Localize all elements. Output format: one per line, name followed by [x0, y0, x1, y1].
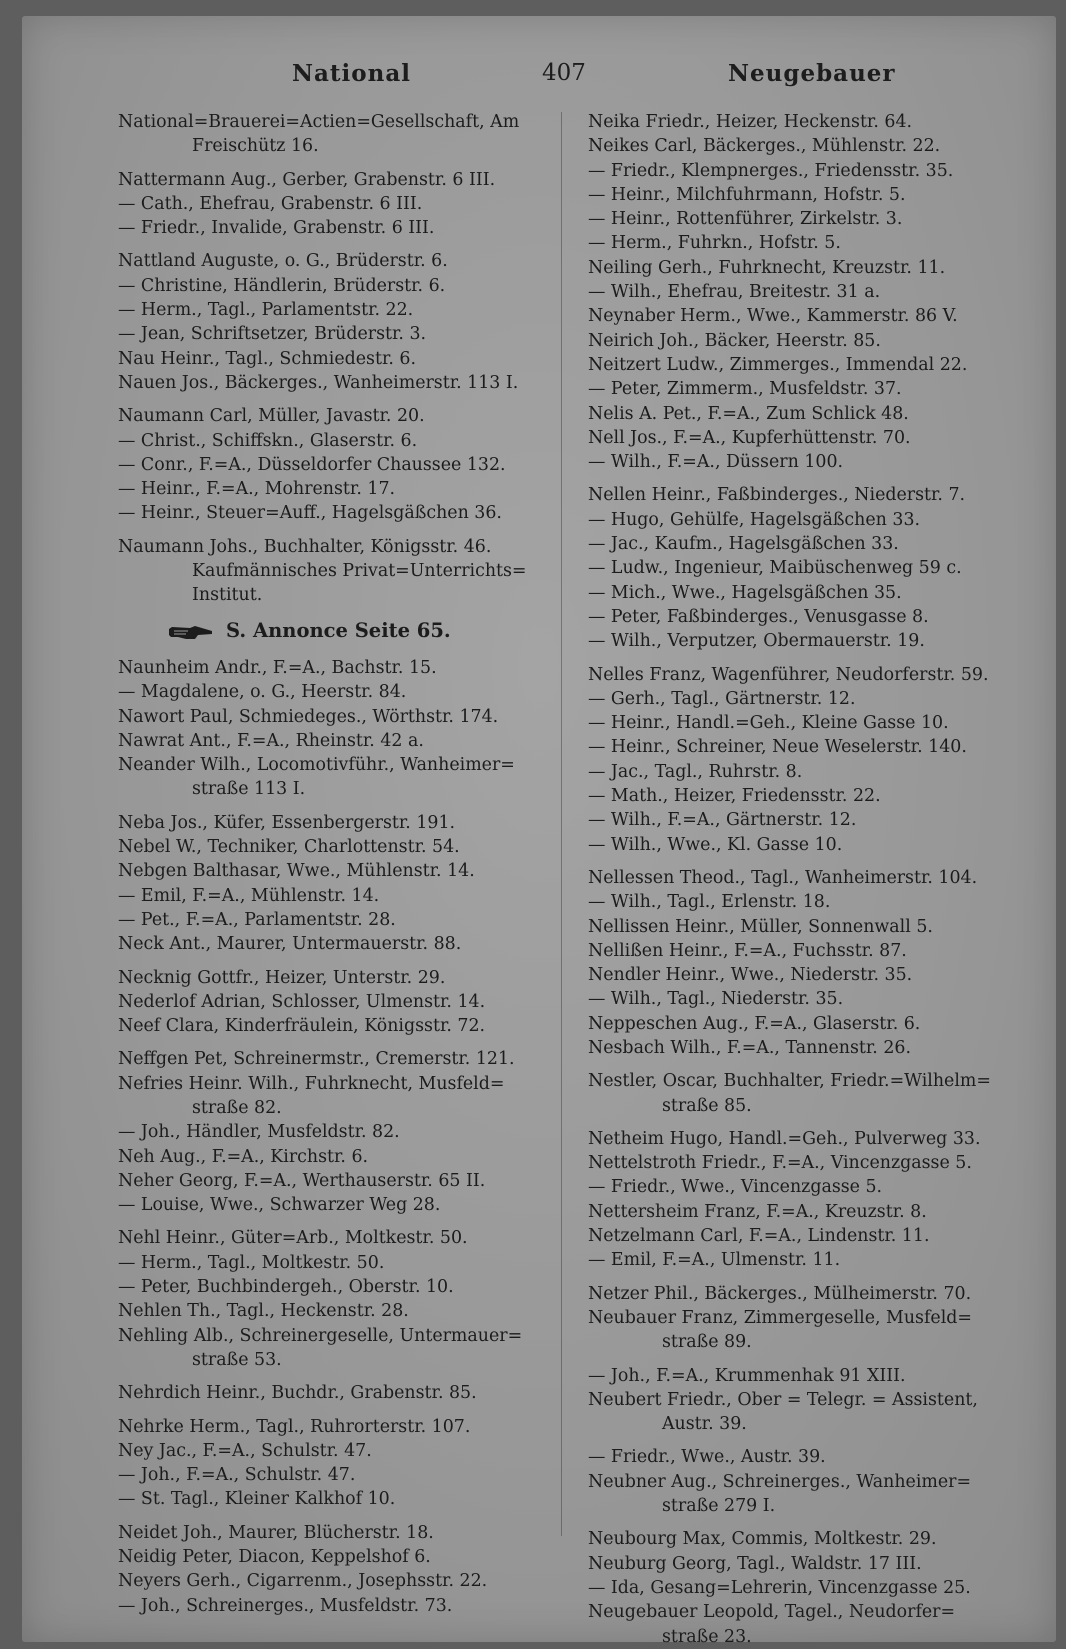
directory-entry: — Mich., Wwe., Hagelsgäßchen 35.	[588, 582, 902, 603]
directory-entry: Nelis A. Pet., F.=A., Zum Schlick 48.	[588, 403, 909, 424]
directory-page	[22, 16, 1056, 1647]
pointing-hand-icon	[168, 623, 214, 639]
directory-entry: — Pet., F.=A., Parlamentstr. 28.	[118, 909, 396, 930]
directory-entry: — Jac., Tagl., Ruhrstr. 8.	[588, 761, 803, 782]
directory-entry: Neher Georg, F.=A., Werthauserstr. 65 II.	[118, 1170, 486, 1191]
directory-entry: Nelles Franz, Wagenführer, Neudorferstr. 59.	[588, 664, 989, 685]
directory-entry: — St. Tagl., Kleiner Kalkhof 10.	[118, 1489, 396, 1510]
directory-entry: Neubourg Max, Commis, Moltkestr. 29.	[588, 1529, 937, 1550]
directory-entry: Neirich Joh., Bäcker, Heerstr. 85.	[588, 330, 881, 351]
annonce-text: S. Annonce Seite 65.	[226, 618, 451, 642]
directory-entry: — Peter, Buchbindergeh., Oberstr. 10.	[118, 1277, 454, 1298]
directory-entry: — Wilh., Verputzer, Obermauerstr. 19.	[588, 631, 925, 652]
directory-entry: — Heinr., Schreiner, Neue Weselerstr. 140.	[588, 737, 967, 758]
left-column	[118, 110, 578, 1618]
directory-entry: — Joh., Schreinerges., Musfeldstr. 73.	[118, 1595, 453, 1616]
directory-entry: — Emil, F.=A., Ulmenstr. 11.	[588, 1250, 841, 1271]
directory-entry: — Wilh., Wwe., Kl. Gasse 10.	[588, 834, 843, 855]
directory-entry: Neugebauer Leopold, Tagel., Neudorfer=	[588, 1602, 956, 1623]
directory-entry: — Wilh., F.=A., Gärtnerstr. 12.	[588, 810, 857, 831]
directory-entry: — Math., Heizer, Friedensstr. 22.	[588, 786, 881, 807]
directory-entry: — Herm., Tagl., Parlamentstr. 22.	[118, 300, 414, 321]
directory-entry: — Joh., Händler, Musfeldstr. 82.	[118, 1122, 400, 1143]
directory-entry: Neubner Aug., Schreinerges., Wanheimer=	[588, 1471, 972, 1492]
directory-entry: Necknig Gottfr., Heizer, Unterstr. 29.	[118, 967, 446, 988]
directory-entry: Nehlen Th., Tagl., Heckenstr. 28.	[118, 1301, 409, 1322]
directory-entry: Nestler, Oscar, Buchhalter, Friedr.=Wilhelm=	[588, 1071, 991, 1092]
entry-continuation: straße 279 I.	[662, 1496, 776, 1517]
entry-continuation: straße 82.	[192, 1097, 282, 1118]
directory-entry: — Magdalene, o. G., Heerstr. 84.	[118, 682, 407, 703]
directory-entry: Nellessen Theod., Tagl., Wanheimerstr. 104.	[588, 867, 978, 888]
directory-entry: Netzer Phil., Bäckerges., Mülheimerstr. 70.	[588, 1283, 972, 1304]
directory-entry: — Joh., F.=A., Schulstr. 47.	[118, 1465, 356, 1486]
directory-entry: — Heinr., Rottenführer, Zirkelstr. 3.	[588, 209, 903, 230]
entry-continuation: straße 89.	[662, 1332, 752, 1353]
directory-entry: Netheim Hugo, Handl.=Geh., Pulverweg 33.	[588, 1128, 981, 1149]
directory-entry: — Ida, Gesang=Lehrerin, Vincenzgasse 25.	[588, 1577, 971, 1598]
directory-entry: — Joh., F.=A., Krummenhak 91 XIII.	[588, 1365, 906, 1386]
directory-entry: — Herm., Fuhrkn., Hofstr. 5.	[588, 233, 841, 254]
directory-entry: Nehl Heinr., Güter=Arb., Moltkestr. 50.	[118, 1228, 468, 1249]
directory-entry: Nawort Paul, Schmiedeges., Wörthstr. 174.	[118, 706, 499, 727]
directory-entry: — Christ., Schiffskn., Glaserstr. 6.	[118, 430, 418, 451]
directory-entry: Neef Clara, Kinderfräulein, Königsstr. 72.	[118, 1016, 486, 1037]
header-left-keyword: National	[292, 60, 411, 87]
directory-entry: — Hugo, Gehülfe, Hagelsgäßchen 33.	[588, 509, 921, 530]
directory-entry: Nesbach Wilh., F.=A., Tannenstr. 26.	[588, 1037, 912, 1058]
annonce-reference	[118, 619, 578, 643]
directory-entry: — Heinr., Handl.=Geh., Kleine Gasse 10.	[588, 713, 949, 734]
directory-entry: Nawrat Ant., F.=A., Rheinstr. 42 a.	[118, 730, 424, 751]
directory-entry: — Jac., Kaufm., Hagelsgäßchen 33.	[588, 534, 899, 555]
directory-entry: — Jean, Schriftsetzer, Brüderstr. 3.	[118, 324, 427, 345]
directory-entry: — Conr., F.=A., Düsseldorfer Chaussee 132.	[118, 454, 506, 475]
header-right-keyword: Neugebauer	[728, 60, 896, 87]
directory-entry: Neubert Friedr., Ober = Telegr. = Assistent,	[588, 1389, 978, 1410]
directory-entry: — Wilh., F.=A., Düssern 100.	[588, 452, 844, 473]
directory-entry: Neidig Peter, Diacon, Keppelshof 6.	[118, 1547, 431, 1568]
directory-entry: Neika Friedr., Heizer, Heckenstr. 64.	[588, 112, 913, 132]
entry-continuation: Kaufmännisches Privat=Unterrichts=	[192, 561, 527, 582]
directory-entry: — Friedr., Wwe., Vincenzgasse 5.	[588, 1177, 883, 1198]
directory-entry: Nauen Jos., Bäckerges., Wanheimerstr. 113 I.	[118, 372, 519, 393]
directory-entry: Naumann Johs., Buchhalter, Königsstr. 46.	[118, 536, 492, 557]
directory-entry: Nebgen Balthasar, Wwe., Mühlenstr. 14.	[118, 861, 475, 882]
directory-entry: Neffgen Pet, Schreinermstr., Cremerstr. 121.	[118, 1049, 515, 1070]
directory-entry: — Friedr., Wwe., Austr. 39.	[588, 1447, 826, 1468]
directory-entry: — Heinr., Milchfuhrmann, Hofstr. 5.	[588, 184, 906, 205]
directory-entry: Neander Wilh., Locomotivführ., Wanheimer=	[118, 755, 515, 776]
entry-continuation: Austr. 39.	[662, 1414, 747, 1435]
directory-entry: Nehrdich Heinr., Buchdr., Grabenstr. 85.	[118, 1383, 477, 1404]
directory-entry: Nehling Alb., Schreinergeselle, Untermauer=	[118, 1325, 523, 1346]
directory-entry: — Ludw., Ingenieur, Maibüschenweg 59 c.	[588, 558, 962, 579]
directory-entry: Neidet Joh., Maurer, Blücherstr. 18.	[118, 1522, 434, 1543]
directory-entry: Nederlof Adrian, Schlosser, Ulmenstr. 14.	[118, 991, 486, 1012]
directory-entry: Nattermann Aug., Gerber, Grabenstr. 6 III.	[118, 169, 496, 190]
directory-entry: Nendler Heinr., Wwe., Niederstr. 35.	[588, 965, 913, 986]
directory-entry: Neyers Gerh., Cigarrenm., Josephsstr. 22.	[118, 1571, 488, 1592]
directory-entry: Ney Jac., F.=A., Schulstr. 47.	[118, 1440, 372, 1461]
directory-entry: — Emil, F.=A., Mühlenstr. 14.	[118, 885, 380, 906]
directory-entry: Naumann Carl, Müller, Javastr. 20.	[118, 406, 425, 427]
directory-entry: — Peter, Faßbinderges., Venusgasse 8.	[588, 606, 929, 627]
directory-entry: — Wilh., Tagl., Niederstr. 35.	[588, 989, 844, 1010]
directory-entry: Neck Ant., Maurer, Untermauerstr. 88.	[118, 934, 462, 955]
directory-entry: Nattland Auguste, o. G., Brüderstr. 6.	[118, 251, 448, 272]
directory-entry: Neh Aug., F.=A., Kirchstr. 6.	[118, 1146, 369, 1167]
entry-continuation: straße 85.	[662, 1095, 752, 1116]
page-number: 407	[542, 60, 586, 86]
directory-entry: — Gerh., Tagl., Gärtnerstr. 12.	[588, 688, 856, 709]
directory-entry: — Christine, Händlerin, Brüderstr. 6.	[118, 275, 446, 296]
directory-entry: Nell Jos., F.=A., Kupferhüttenstr. 70.	[588, 427, 911, 448]
directory-entry: Neuburg Georg, Tagl., Waldstr. 17 III.	[588, 1553, 922, 1574]
directory-entry: Nefries Heinr. Wilh., Fuhrknecht, Musfeld=	[118, 1073, 505, 1094]
directory-entry: — Friedr., Invalide, Grabenstr. 6 III.	[118, 218, 435, 239]
directory-entry: — Herm., Tagl., Moltkestr. 50.	[118, 1252, 385, 1273]
directory-entry: National=Brauerei=Actien=Gesellschaft, Am	[118, 112, 520, 132]
directory-entry: Neba Jos., Küfer, Essenbergerstr. 191.	[118, 812, 456, 833]
directory-entry: Netzelmann Carl, F.=A., Lindenstr. 11.	[588, 1226, 930, 1247]
directory-entry: Nettelstroth Friedr., F.=A., Vincenzgasse 5.	[588, 1153, 972, 1174]
directory-entry: Nau Heinr., Tagl., Schmiedestr. 6.	[118, 348, 416, 369]
directory-entry: Neiling Gerh., Fuhrknecht, Kreuzstr. 11.	[588, 257, 946, 278]
directory-entry: Nellen Heinr., Faßbinderges., Niederstr. 7.	[588, 485, 966, 506]
entry-continuation: Freischütz 16.	[192, 136, 319, 157]
directory-entry: — Peter, Zimmerm., Musfeldstr. 37.	[588, 379, 902, 400]
directory-entry: — Wilh., Ehefrau, Breitestr. 31 a.	[588, 282, 881, 303]
directory-entry: Nellißen Heinr., F.=A., Fuchsstr. 87.	[588, 940, 907, 961]
directory-entry: Nebel W., Techniker, Charlottenstr. 54.	[118, 837, 460, 858]
entry-continuation: straße 113 I.	[192, 779, 306, 800]
directory-entry: Naunheim Andr., F.=A., Bachstr. 15.	[118, 657, 437, 678]
directory-entry: — Louise, Wwe., Schwarzer Weg 28.	[118, 1195, 441, 1216]
directory-entry: — Wilh., Tagl., Erlenstr. 18.	[588, 892, 831, 913]
directory-entry: — Heinr., F.=A., Mohrenstr. 17.	[118, 479, 396, 500]
directory-entry: — Heinr., Steuer=Auff., Hagelsgäßchen 36.	[118, 503, 502, 524]
directory-entry: Neikes Carl, Bäckerges., Mühlenstr. 22.	[588, 136, 941, 157]
directory-entry: Neppeschen Aug., F.=A., Glaserstr. 6.	[588, 1013, 921, 1034]
directory-entry: — Cath., Ehefrau, Grabenstr. 6 III.	[118, 193, 423, 214]
directory-entry: Neitzert Ludw., Zimmerges., Immendal 22.	[588, 354, 968, 375]
entry-continuation: straße 23.	[662, 1626, 752, 1647]
entry-continuation: straße 53.	[192, 1349, 282, 1370]
directory-entry: Nettersheim Franz, F.=A., Kreuzstr. 8.	[588, 1201, 927, 1222]
directory-entry: Neubauer Franz, Zimmergeselle, Musfeld=	[588, 1307, 972, 1328]
right-column	[588, 110, 1048, 1649]
directory-entry: Neynaber Herm., Wwe., Kammerstr. 86 V.	[588, 306, 958, 327]
directory-entry: — Friedr., Klempnerges., Friedensstr. 35.	[588, 160, 954, 181]
directory-entry: Nellissen Heinr., Müller, Sonnenwall 5.	[588, 916, 933, 937]
entry-continuation: Institut.	[192, 585, 263, 606]
directory-entry: Nehrke Herm., Tagl., Ruhrorterstr. 107.	[118, 1416, 471, 1437]
